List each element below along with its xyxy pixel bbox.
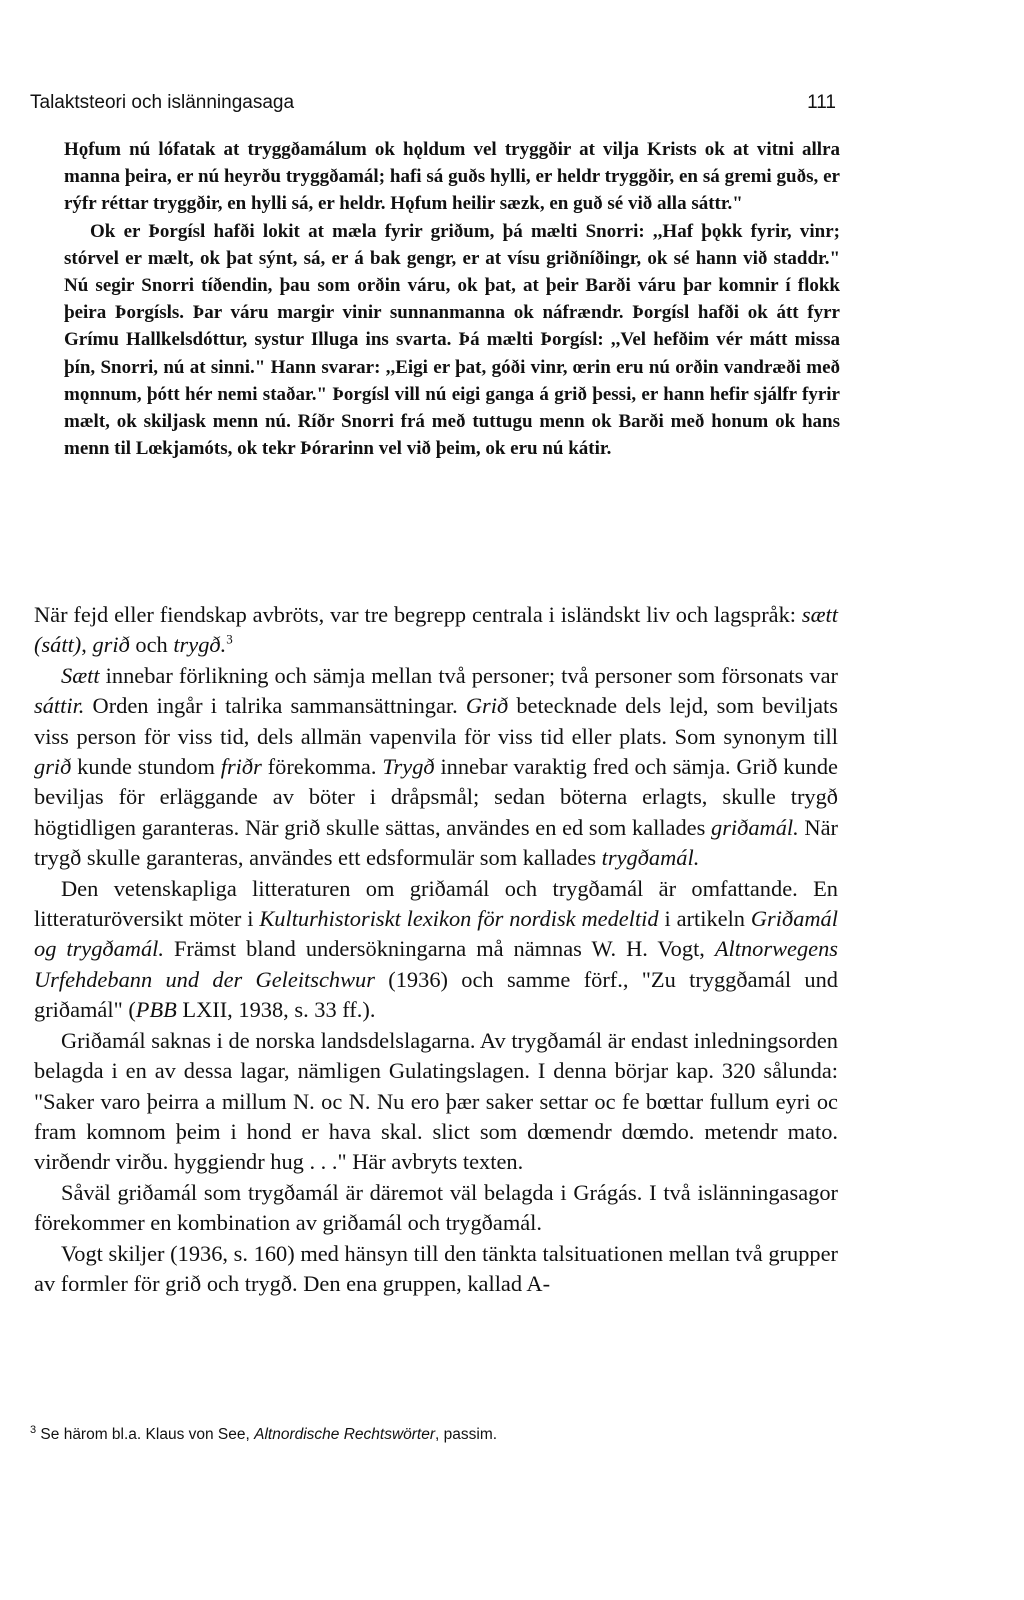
italic-term: Grið [465, 693, 509, 719]
italic-title: PBB [135, 997, 177, 1023]
italic-term: grið [92, 632, 130, 658]
footnote-marker[interactable]: 3 [226, 631, 233, 647]
quote-paragraph: Hǫfum nú lófatak at tryggðamálum ok hǫldum vel tryggðir at vilja Krists ok at vitni allra manna þeira, er nú heyrðu tryggðamál; hafi sá guðs hylli, er heldr tryggðir, en sá gremi guðs, er rýfr réttar tryggðir, en hylli sá, er heldr. Hǫfum heilir sæzk, en guð sé við alla sáttr." [64, 139, 840, 215]
body-paragraph [34, 600, 838, 661]
footnote-number: 3 [30, 1423, 37, 1436]
italic-term: grið [34, 754, 72, 780]
body-paragraph: Såväl griðamál som trygðamál är däremot väl belagda i Grágás. I två islänningasagor förekommer en kombination av griðamál och trygðamál. [34, 1179, 838, 1236]
text-run: Orden ingår i talrika sammansättningar. [84, 693, 466, 719]
saga-quotation [64, 136, 840, 462]
italic-term: sáttir. [34, 693, 85, 719]
italic-title: Kulturhistoriskt lexikon för nordisk medeltid [259, 906, 659, 932]
text-run: , passim. [435, 1426, 498, 1443]
italic-title: Altnorwegens Urfehdebann und der Geleitschwur [34, 936, 838, 992]
italic-term: trygðamál. [601, 845, 700, 871]
body-paragraph [34, 874, 838, 1026]
text-run: innebar varaktig fred och sämja. Grið kunde beviljas för erläggande av böter i dråpsmål; sedan böterna erlagts, skulle trygð högtidligen garanteras. När grið skulle sättas, användes en ed som kallades [34, 754, 838, 840]
running-title: Talaktsteori och islänningasaga [30, 92, 295, 113]
text-run: Den vetenskapliga litteraturen om griðamál och trygðamál är omfattande. En litteraturöversikt möter i [34, 875, 838, 932]
italic-term: Sætt [61, 662, 100, 688]
italic-term: sætt (sátt) [34, 602, 838, 658]
italic-title: Griðamál og trygðamál. [34, 906, 838, 962]
text-run: betecknade dels lejd, som beviljats viss person för viss tid, dels allmän vapenvila för viss tid eller plats. Som synonym till [34, 693, 838, 749]
text-run: , [81, 632, 93, 658]
italic-term: friðr [220, 754, 262, 780]
text-run: När fejd eller fiendskap avbröts, var tre begrepp centrala i isländskt liv och lagspråk: [34, 602, 802, 627]
text-run: innebar förlikning och sämja mellan två personer; två personer som försonats var [99, 662, 838, 688]
body-paragraph: Griðamál saknas i de norska landsdelslagarna. Av trygðamál är endast inledningsorden belagda i en av dessa lagar, nämligen Gulatingslagen. I denna börjar kap. 320 sålunda: "Saker varo þeirra a millum N. oc N. Nu ero þær saker settar oc fe bœttar fullum eyri oc fram komnom þeim i hond er hava skal. slict som dœmendr dœmdo. metendr mato. virðendr virðu. hyggiendr hug . . ." Här avbryts texten. [34, 1027, 838, 1175]
text-run: När trygð skulle garanteras, användes ett edsformulär som kallades [34, 814, 838, 871]
quote-paragraph: Ok er Þorgísl hafði lokit at mæla fyrir griðum, þá mælti Snorri: ,,Haf þǫkk fyrir, vinr; stórvel er mælt, ok þat sýnt, sá, er á bak gengr, er at vísu griðníðingr, ok sé hann við staddr." Nú segir Snorri tíðendin, þau som orðin váru, ok þat, at þeir Barði váru þar komnir í flokk þeira Þorgísls. Þar váru margir vinir sunnanmanna ok náfrændr. Þorgísl hafði ok átt fyrr Grímu Hallkelsdóttur, systur Illuga ins svarta. Þá mælti Þorgísl: ,,Vel hefðim vér mátt missa þín, Snorri, nú at sinni." Hann svarar: ,,Eigi er þat, góði vinr, œrin eru nú orðin vandræði með mǫnnum, þótt hér nemi staðar." Þorgísl vill nú eigi ganga á grið þessi, er hann hefir sjálfr fyrir mælt, ok skiljask menn nú. Ríðr Snorri frá með tuttugu menn ok Barði með honum ok hans menn til Lœkjamóts, ok tekr Þórarinn vel við þeim, ok eru nú kátir. [64, 220, 840, 460]
page-number: 111 [807, 92, 836, 113]
text-run: förekomma. [261, 754, 383, 780]
text-run: Främst bland undersökningarna må nämnas W. H. Vogt, [164, 936, 715, 962]
text-run: Se härom bl.a. Klaus von See, [36, 1426, 255, 1443]
body-text [34, 600, 838, 1299]
text-run: i artikeln [658, 906, 751, 932]
italic-title: Altnordische Rechtswörter [254, 1426, 436, 1443]
italic-term: griðamál. [711, 814, 799, 840]
body-paragraph [34, 661, 838, 874]
text-run: (1936) och samme förf., "Zu tryggðamál und griðamál" ( [34, 966, 838, 1023]
italic-term: trygð. [173, 632, 227, 658]
footnote [30, 1423, 836, 1444]
italic-term: Trygð [382, 754, 435, 780]
text-run: kunde stundom [71, 754, 221, 780]
text-run: och [129, 632, 174, 658]
text-run: LXII, 1938, s. 33 ff.). [176, 997, 376, 1023]
body-paragraph: Vogt skiljer (1936, s. 160) med hänsyn till den tänkta talsituationen mellan två grupper av formler för grið och trygð. Den ena gruppen, kallad A- [34, 1240, 838, 1296]
